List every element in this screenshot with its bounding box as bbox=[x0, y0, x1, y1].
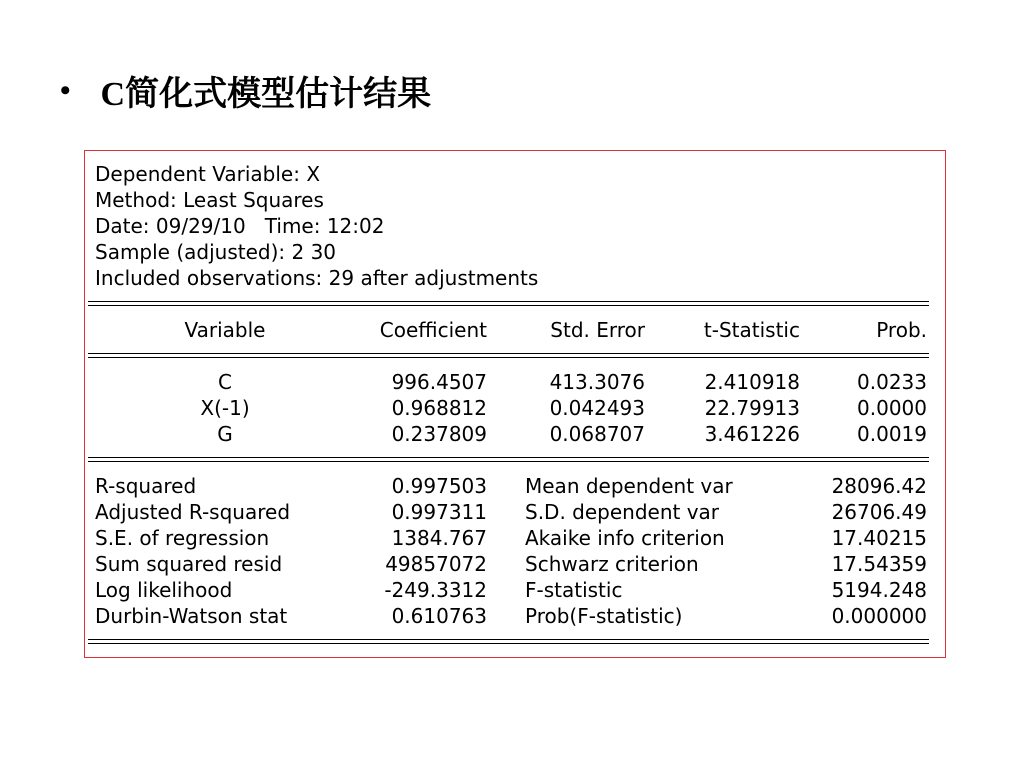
statistic-value: 26706.49 bbox=[831, 500, 927, 524]
statistic-label: Log likelihood bbox=[95, 578, 233, 602]
column-header: Prob. bbox=[876, 318, 927, 342]
column-header: Coefficient bbox=[379, 318, 487, 342]
table-rule-bottom bbox=[88, 639, 929, 644]
variable-name: C bbox=[218, 370, 232, 394]
statistic-label: Sum squared resid bbox=[95, 552, 283, 576]
table-cell: 0.0233 bbox=[857, 370, 927, 394]
variable-name: X(-1) bbox=[200, 396, 250, 420]
regression-output-box bbox=[84, 150, 946, 658]
bullet-marker: • bbox=[60, 73, 71, 107]
statistic-value: 17.54359 bbox=[831, 552, 927, 576]
statistic-label: Adjusted R-squared bbox=[95, 500, 291, 524]
statistic-label: R-squared bbox=[95, 474, 197, 498]
table-cell: 22.79913 bbox=[704, 396, 800, 420]
statistic-value: 28096.42 bbox=[831, 474, 927, 498]
statistic-value: 0.997503 bbox=[391, 474, 487, 498]
statistic-value: 5194.248 bbox=[831, 578, 927, 602]
table-cell: 0.068707 bbox=[549, 422, 645, 446]
column-header: Variable bbox=[184, 318, 266, 342]
column-header: t-Statistic bbox=[703, 318, 800, 342]
table-cell: 0.237809 bbox=[391, 422, 487, 446]
statistic-label: Mean dependent var bbox=[525, 474, 733, 498]
table-rule-top bbox=[88, 301, 929, 306]
table-rule-middle bbox=[88, 457, 929, 462]
statistic-label: F-statistic bbox=[525, 578, 623, 602]
variable-name: G bbox=[217, 422, 233, 446]
statistic-value: -249.3312 bbox=[384, 578, 487, 602]
statistic-label: S.E. of regression bbox=[95, 526, 270, 550]
statistic-value: 17.40215 bbox=[831, 526, 927, 550]
statistic-value: 0.997311 bbox=[391, 500, 487, 524]
slide-title-text: C简化式模型估计结果 bbox=[100, 76, 432, 113]
statistic-value: 0.000000 bbox=[831, 604, 927, 628]
table-cell: 0.0000 bbox=[857, 396, 927, 420]
header-line: Method: Least Squares bbox=[95, 188, 324, 212]
table-cell: 0.0019 bbox=[857, 422, 927, 446]
statistic-label: S.D. dependent var bbox=[525, 500, 720, 524]
header-line: Dependent Variable: X bbox=[95, 162, 321, 186]
table-cell: 413.3076 bbox=[549, 370, 645, 394]
table-cell: 3.461226 bbox=[704, 422, 800, 446]
header-line: Date: 09/29/10 Time: 12:02 bbox=[95, 214, 385, 238]
table-cell: 2.410918 bbox=[704, 370, 800, 394]
table-rule-header bbox=[88, 353, 929, 358]
statistic-value: 1384.767 bbox=[391, 526, 487, 550]
table-cell: 0.968812 bbox=[391, 396, 487, 420]
header-line: Included observations: 29 after adjustments bbox=[95, 266, 539, 290]
statistic-value: 49857072 bbox=[385, 552, 487, 576]
statistic-label: Durbin-Watson stat bbox=[95, 604, 288, 628]
slide-title bbox=[60, 66, 431, 115]
statistic-label: Akaike info criterion bbox=[525, 526, 725, 550]
statistic-label: Schwarz criterion bbox=[525, 552, 699, 576]
statistic-label: Prob(F-statistic) bbox=[525, 604, 683, 628]
table-cell: 0.042493 bbox=[549, 396, 645, 420]
column-header: Std. Error bbox=[550, 318, 645, 342]
statistic-value: 0.610763 bbox=[391, 604, 487, 628]
header-line: Sample (adjusted): 2 30 bbox=[95, 240, 337, 264]
table-cell: 996.4507 bbox=[391, 370, 487, 394]
